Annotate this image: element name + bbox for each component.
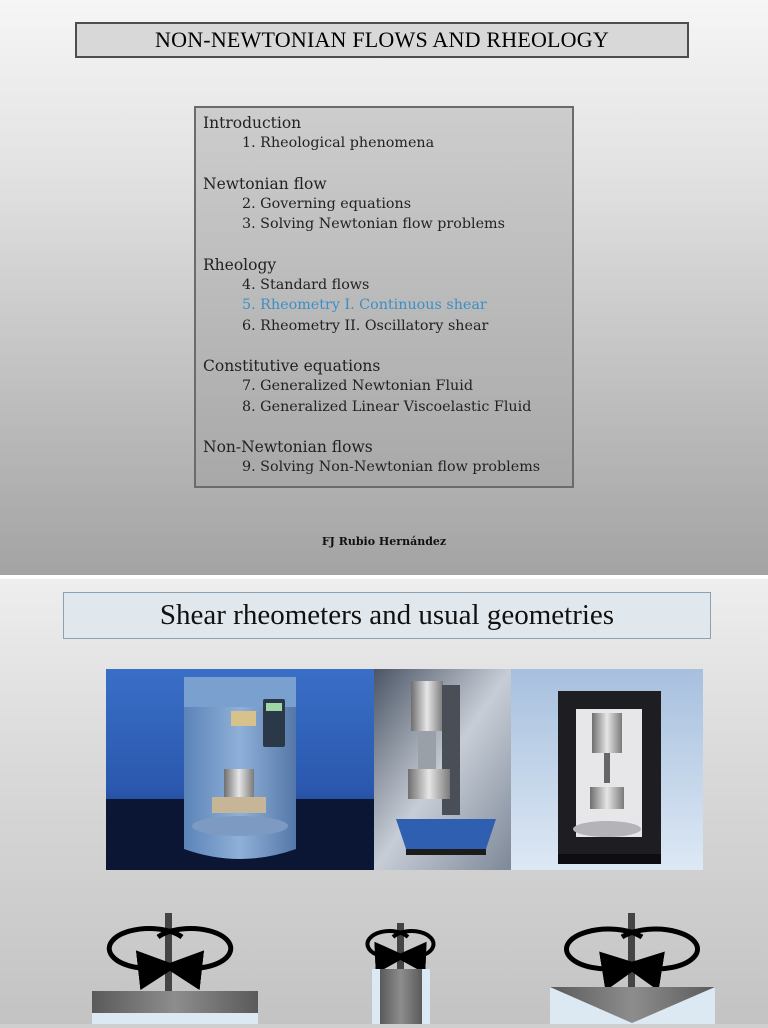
author-name: FJ Rubio Hernández [321,535,447,548]
toc-section: Introduction [203,114,302,132]
toc-item: 7. Generalized Newtonian Fluid [242,378,473,394]
toc-item: 6. Rheometry II. Oscillatory shear [242,317,489,334]
slide-1-title: NON-NEWTONIAN FLOWS AND RHEOLOGY [75,22,689,58]
toc-section: Non-Newtonian flows [203,438,373,456]
cone-plate-geometry [550,913,715,1024]
toc-item: 8. Generalized Linear Viscoelastic Fluid [242,398,532,415]
toc-item: 2. Governing equations [242,195,412,212]
toc-section: Rheology [203,255,277,274]
rheometer-photos [106,669,703,870]
toc-section: Newtonian flow [203,174,327,193]
rheometer-blue-photo [106,669,374,870]
toc-item: 9. Solving Non-Newtonian flow problems [242,459,541,475]
rheometer-tower-photo [374,669,511,870]
parallel-plate-geometry [92,913,258,1024]
toc-section: Constitutive equations [203,357,381,375]
rheometer-black-photo [511,669,703,870]
toc-item: 3. Solving Newtonian flow problems [242,216,505,232]
couette-cylinder-geometry [367,923,433,1024]
geometry-diagrams [0,895,768,1024]
table-of-contents [194,106,574,488]
toc-item: 1. Rheological phenomena [242,135,435,151]
toc-item-current[interactable]: 5. Rheometry I. Continuous shear [242,297,487,313]
toc-item: 4. Standard flows [242,276,370,293]
slide-2-title: Shear rheometers and usual geometries [63,592,711,639]
